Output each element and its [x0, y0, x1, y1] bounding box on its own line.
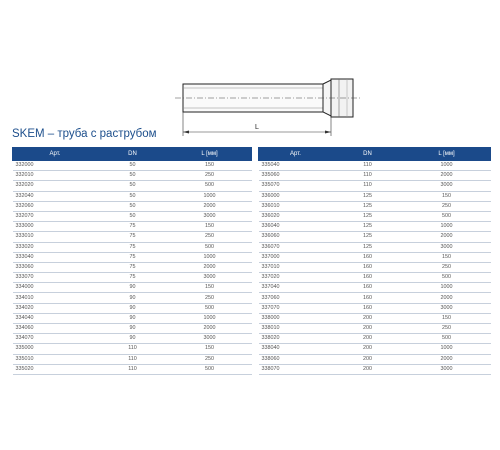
cell-dn: 50 [98, 171, 168, 181]
table-row [259, 161, 491, 171]
spec-table-right [258, 147, 491, 375]
cell-length: 150 [168, 283, 252, 293]
cell-length: 1000 [403, 283, 491, 293]
cell-length: 2000 [168, 324, 252, 334]
cell-length: 1000 [403, 344, 491, 354]
cell-length: 500 [168, 242, 252, 252]
cell-dn: 125 [333, 242, 403, 252]
cell-length: 3000 [168, 334, 252, 344]
cell-art: 332000 [13, 161, 98, 171]
cell-dn: 160 [333, 273, 403, 283]
cell-art: 333020 [13, 242, 98, 252]
cell-art: 338000 [259, 313, 333, 323]
column-header-length: L [мм] [403, 148, 491, 161]
table-row [259, 252, 491, 262]
table-row [13, 324, 252, 334]
table-row [259, 201, 491, 211]
cell-art: 332060 [13, 201, 98, 211]
cell-dn: 200 [333, 313, 403, 323]
cell-length: 250 [168, 171, 252, 181]
column-header-art: Арт. [259, 148, 333, 161]
cell-dn: 50 [98, 201, 168, 211]
cell-dn: 50 [98, 181, 168, 191]
cell-length: 250 [168, 232, 252, 242]
cell-length: 250 [168, 293, 252, 303]
table-row [13, 334, 252, 344]
cell-length: 1000 [168, 252, 252, 262]
cell-dn: 200 [333, 354, 403, 364]
cell-length: 500 [403, 334, 491, 344]
cell-dn: 200 [333, 364, 403, 374]
cell-art: 336020 [259, 211, 333, 221]
cell-dn: 75 [98, 222, 168, 232]
cell-dn: 75 [98, 232, 168, 242]
table-row [13, 303, 252, 313]
table-row [13, 171, 252, 181]
cell-dn: 200 [333, 324, 403, 334]
cell-art: 336040 [259, 222, 333, 232]
cell-length: 3000 [168, 273, 252, 283]
cell-dn: 50 [98, 211, 168, 221]
cell-dn: 75 [98, 252, 168, 262]
cell-art: 334010 [13, 293, 98, 303]
cell-length: 500 [168, 364, 252, 374]
cell-length: 500 [168, 181, 252, 191]
table-row [13, 161, 252, 171]
cell-length: 3000 [168, 211, 252, 221]
cell-art: 334060 [13, 324, 98, 334]
table-row [13, 242, 252, 252]
cell-dn: 160 [333, 252, 403, 262]
table-row [13, 344, 252, 354]
table-row [259, 232, 491, 242]
cell-dn: 200 [333, 344, 403, 354]
table-header-row [259, 148, 491, 161]
pipe-drawing [0, 0, 500, 131]
table-row [13, 293, 252, 303]
cell-art: 333060 [13, 262, 98, 272]
cell-dn: 110 [98, 364, 168, 374]
cell-length: 1000 [403, 161, 491, 171]
cell-dn: 160 [333, 303, 403, 313]
table-row [259, 181, 491, 191]
cell-length: 2000 [403, 293, 491, 303]
cell-length: 250 [403, 262, 491, 272]
cell-length: 2000 [168, 201, 252, 211]
cell-length: 2000 [168, 262, 252, 272]
table-row [13, 283, 252, 293]
table-row [259, 191, 491, 201]
dimension-arrow-left [183, 131, 189, 134]
cell-dn: 90 [98, 324, 168, 334]
cell-art: 338060 [259, 354, 333, 364]
cell-dn: 125 [333, 232, 403, 242]
cell-length: 150 [168, 344, 252, 354]
cell-art: 333010 [13, 232, 98, 242]
table-row [13, 262, 252, 272]
cell-art: 334070 [13, 334, 98, 344]
cell-length: 1000 [168, 313, 252, 323]
table-row [259, 324, 491, 334]
cell-art: 337070 [259, 303, 333, 313]
table-row [259, 273, 491, 283]
cell-length: 150 [168, 222, 252, 232]
table-row [259, 262, 491, 272]
cell-length: 3000 [403, 364, 491, 374]
cell-length: 500 [403, 273, 491, 283]
cell-art: 336010 [259, 201, 333, 211]
cell-dn: 90 [98, 313, 168, 323]
cell-dn: 110 [333, 171, 403, 181]
spec-table-left [12, 147, 252, 375]
cell-length: 150 [403, 191, 491, 201]
cell-length: 500 [168, 303, 252, 313]
table-row [259, 242, 491, 252]
cell-length: 2000 [403, 232, 491, 242]
cell-length: 1000 [168, 191, 252, 201]
cell-art: 332010 [13, 171, 98, 181]
cell-dn: 75 [98, 273, 168, 283]
table-row [13, 252, 252, 262]
cell-art: 335010 [13, 354, 98, 364]
cell-art: 333040 [13, 252, 98, 262]
cell-art: 335060 [259, 171, 333, 181]
cell-art: 337020 [259, 273, 333, 283]
cell-dn: 90 [98, 303, 168, 313]
cell-art: 334020 [13, 303, 98, 313]
cell-art: 332040 [13, 191, 98, 201]
cell-dn: 110 [98, 344, 168, 354]
cell-art: 332070 [13, 211, 98, 221]
cell-dn: 125 [333, 201, 403, 211]
cell-art: 338070 [259, 364, 333, 374]
cell-dn: 160 [333, 262, 403, 272]
cell-art: 336000 [259, 191, 333, 201]
table-row [13, 211, 252, 221]
table-row [13, 354, 252, 364]
cell-art: 338020 [259, 334, 333, 344]
cell-length: 500 [403, 211, 491, 221]
table-row [259, 222, 491, 232]
column-header-dn: DN [333, 148, 403, 161]
cell-art: 335000 [13, 344, 98, 354]
table-row [259, 211, 491, 221]
cell-dn: 75 [98, 242, 168, 252]
cell-dn: 50 [98, 191, 168, 201]
column-header-length: L [мм] [168, 148, 252, 161]
table-row [13, 222, 252, 232]
cell-art: 334040 [13, 313, 98, 323]
table-row [259, 313, 491, 323]
cell-dn: 110 [333, 161, 403, 171]
table-row [13, 313, 252, 323]
table-row [259, 293, 491, 303]
cell-dn: 125 [333, 191, 403, 201]
cell-dn: 90 [98, 334, 168, 344]
cell-dn: 90 [98, 283, 168, 293]
cell-art: 335040 [259, 161, 333, 171]
cell-dn: 110 [333, 181, 403, 191]
cell-art: 332020 [13, 181, 98, 191]
cell-art: 337010 [259, 262, 333, 272]
table-row [259, 364, 491, 374]
dimension-arrow-right [325, 131, 331, 134]
cell-length: 3000 [403, 242, 491, 252]
cell-dn: 160 [333, 283, 403, 293]
cell-art: 337040 [259, 283, 333, 293]
cell-dn: 90 [98, 293, 168, 303]
column-header-dn: DN [98, 148, 168, 161]
cell-art: 337060 [259, 293, 333, 303]
cell-length: 3000 [403, 303, 491, 313]
cell-dn: 160 [333, 293, 403, 303]
table-row [259, 344, 491, 354]
cell-length: 1000 [403, 222, 491, 232]
cell-dn: 110 [98, 354, 168, 364]
cell-length: 150 [168, 161, 252, 171]
table-row [13, 232, 252, 242]
table-row [259, 334, 491, 344]
cell-length: 2000 [403, 171, 491, 181]
cell-art: 338010 [259, 324, 333, 334]
cell-length: 150 [403, 252, 491, 262]
cell-art: 336060 [259, 232, 333, 242]
cell-length: 250 [168, 354, 252, 364]
cell-art: 336070 [259, 242, 333, 252]
column-header-art: Арт. [13, 148, 98, 161]
cell-art: 338040 [259, 344, 333, 354]
table-row [13, 201, 252, 211]
cell-art: 337000 [259, 252, 333, 262]
dimension-label: L [255, 124, 259, 131]
table-row [259, 171, 491, 181]
cell-art: 334000 [13, 283, 98, 293]
cell-art: 335070 [259, 181, 333, 191]
cell-length: 250 [403, 201, 491, 211]
cell-art: 333070 [13, 273, 98, 283]
table-row [259, 354, 491, 364]
cell-art: 335020 [13, 364, 98, 374]
table-header-row [13, 148, 252, 161]
cell-length: 250 [403, 324, 491, 334]
cell-length: 150 [403, 313, 491, 323]
table-row [259, 303, 491, 313]
cell-length: 2000 [403, 354, 491, 364]
table-row [13, 191, 252, 201]
cell-dn: 75 [98, 262, 168, 272]
cell-dn: 200 [333, 334, 403, 344]
page-title: SKEM – труба с раструбом [12, 128, 157, 140]
cell-dn: 125 [333, 222, 403, 232]
table-row [259, 283, 491, 293]
table-row [13, 273, 252, 283]
cell-art: 333000 [13, 222, 98, 232]
cell-length: 3000 [403, 181, 491, 191]
cell-dn: 50 [98, 161, 168, 171]
table-row [13, 364, 252, 374]
table-row [13, 181, 252, 191]
cell-dn: 125 [333, 211, 403, 221]
